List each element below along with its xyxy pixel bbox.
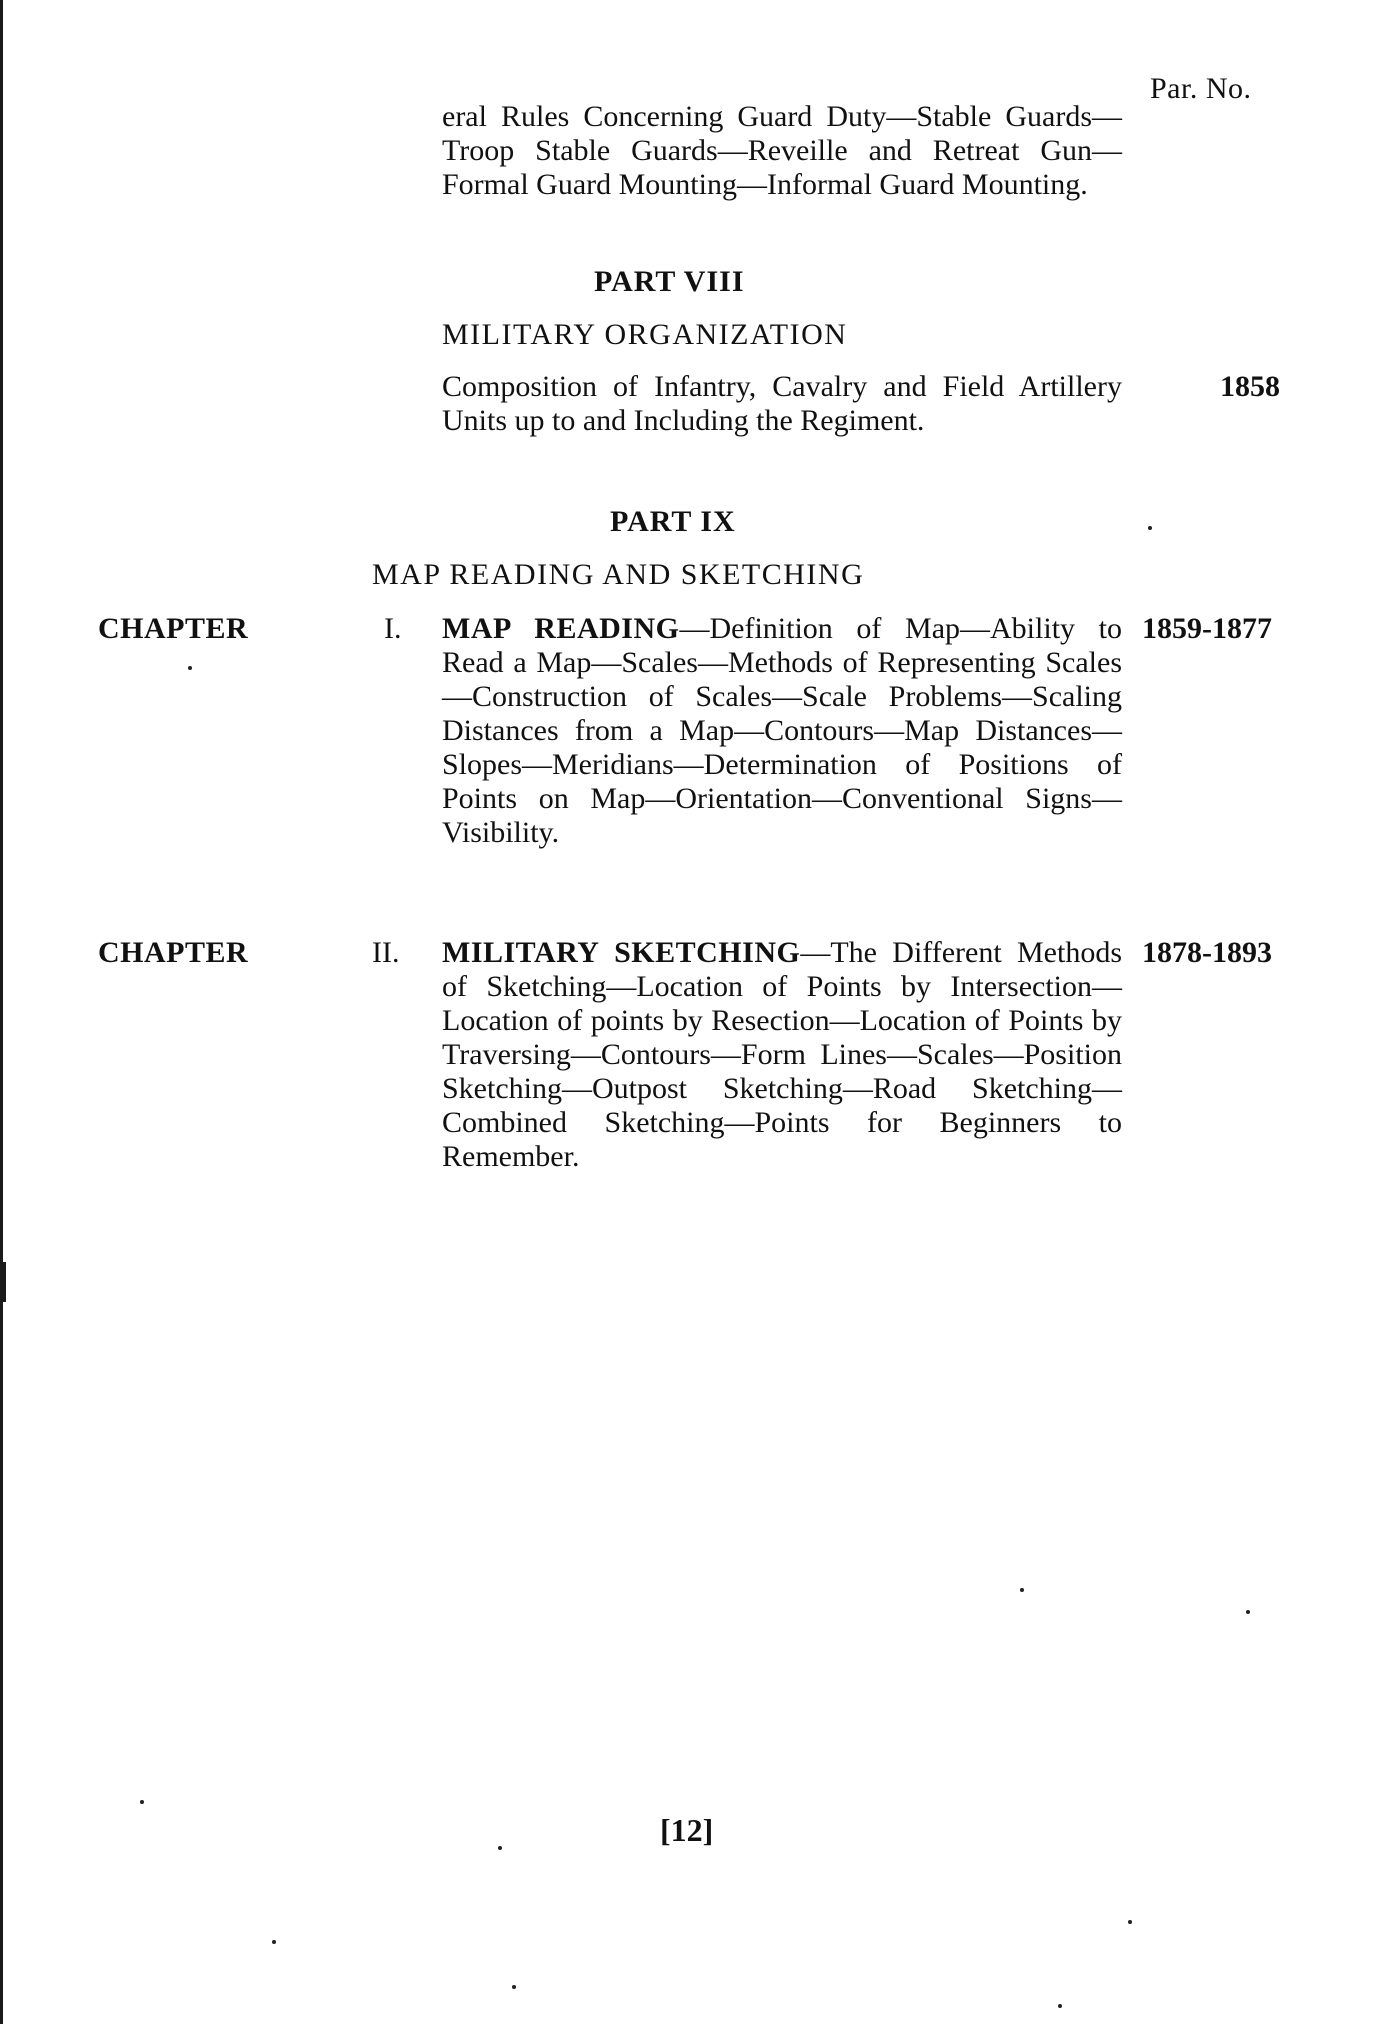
chapter-i-text: —Definition of Map—Ability to Read a Map—Scales—Methods of Representing Scales—Construction of Scales—Scale Problems—Scaling Distances from a Map—Contours—Map Distances—Slopes—Meridians—Determination of Positions of Points on Map—Orientation—Conventional Signs—Visibility. — [442, 612, 1122, 849]
print-speck — [512, 1985, 516, 1989]
print-speck — [272, 1940, 276, 1944]
chapter-ii-entry — [442, 936, 1122, 1174]
chapter-i-par-no: 1859-1877 — [1142, 612, 1272, 645]
chapter-i-label: CHAPTER — [98, 612, 249, 645]
page-number: [12] — [660, 1812, 714, 1848]
part-ix-heading: PART IX — [610, 505, 736, 538]
intro-continuation-text: eral Rules Concerning Guard Duty—Stable Guards—Troop Stable Guards—Reveille and Retreat Gun—Formal Guard Mounting—Informal Guard Mounting. — [442, 100, 1122, 201]
part-viii-subheading: MILITARY ORGANIZATION — [442, 318, 848, 351]
part-ix-subheading: MAP READING AND SKETCHING — [372, 558, 865, 591]
part-viii-heading: PART VIII — [594, 265, 745, 298]
page-edge-rule — [0, 0, 3, 2024]
print-speck — [188, 666, 192, 670]
part-viii-entry-text: Composition of Infantry, Cavalry and Field Artillery Units up to and Including the Regiment. — [442, 370, 1122, 437]
print-speck — [1128, 1920, 1132, 1924]
chapter-ii-numeral: II. — [372, 936, 400, 969]
part-viii-par-no: 1858 — [1220, 370, 1280, 403]
par-no-header: Par. No. — [1150, 72, 1252, 105]
chapter-i-numeral: I. — [384, 612, 402, 645]
chapter-ii-title: MILITARY SKETCHING — [442, 936, 801, 969]
print-speck — [1020, 1588, 1024, 1592]
print-speck — [1148, 526, 1152, 530]
print-speck — [140, 1800, 144, 1804]
print-speck — [1246, 1610, 1250, 1614]
chapter-i-entry — [442, 612, 1122, 850]
chapter-i-title: MAP READING — [442, 612, 680, 645]
print-speck — [1058, 2004, 1062, 2008]
page-edge-mark — [0, 1262, 6, 1302]
chapter-ii-text: —The Different Methods of Sketching—Location of Points by Intersection—Location of points by Resection—Location of Points by Traversing—Contours—Form Lines—Scales—Position Sketching—Outpost Sketching—Road Sketching—Combined Sketching—Points for Beginners to Remember. — [442, 936, 1122, 1173]
print-speck — [498, 1846, 502, 1850]
chapter-ii-label: CHAPTER — [98, 936, 249, 969]
chapter-ii-par-no: 1878-1893 — [1142, 936, 1272, 969]
